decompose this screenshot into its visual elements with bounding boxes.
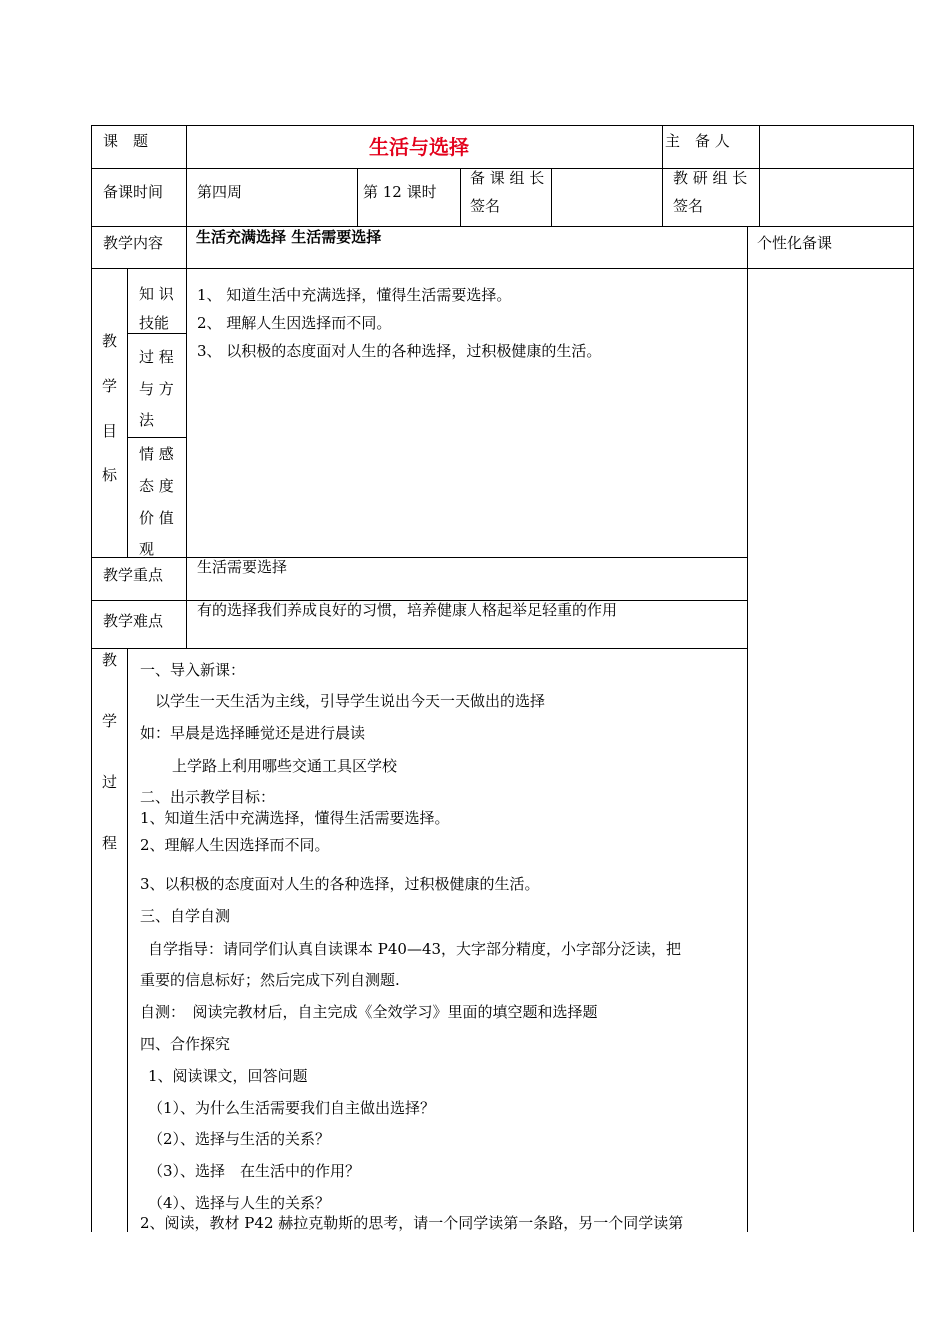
process-line: 如：早晨是选择睡觉还是进行晨读 (140, 724, 366, 742)
process-line: 1、知道生活中充满选择，懂得生活需要选择。 (140, 809, 450, 827)
process-line: 自学指导：请同学们认真自读课本 P40—43，大字部分精度，小字部分泛读，把 (148, 940, 682, 958)
key-point-label: 教学重点 (103, 566, 164, 584)
process-line: 2、理解人生因选择而不同。 (140, 836, 330, 854)
process-line: 三、自学自测 (140, 907, 231, 925)
topic-label: 课 题 (103, 132, 149, 150)
process-line: 四、合作探究 (140, 1035, 231, 1053)
process-line: 重要的信息标好；然后完成下列自测题. (140, 971, 400, 989)
process-line: 上学路上利用哪些交通工具区学校 (172, 757, 398, 775)
process-line: （3）、选择 在生活中的作用？ (148, 1162, 361, 1180)
process-line: 二、出示教学目标： (140, 788, 276, 806)
process-line: （4）、选择与人生的关系？ (148, 1194, 331, 1212)
research-leader-sign-label-2: 签名 (673, 197, 704, 215)
difficulty-value: 有的选择我们养成良好的习惯，培养健康人格起举足轻重的作用 (197, 601, 618, 619)
week-value: 第四周 (197, 183, 243, 201)
prep-time-label: 备课时间 (103, 183, 164, 201)
process-line: 自测： 阅读完教材后，自主完成《全效学习》里面的填空题和选择题 (140, 1003, 598, 1021)
process-line: （1）、为什么生活需要我们自主做出选择？ (148, 1099, 436, 1117)
content-value: 生活充满选择 生活需要选择 (196, 228, 382, 246)
research-leader-sign-cell[interactable] (760, 169, 912, 225)
content-label: 教学内容 (103, 234, 164, 252)
process-line: 1、阅读课文，回答问题 (148, 1067, 308, 1085)
process-line: 2、阅读，教材 P42 赫拉克勒斯的思考，请一个同学读第一条路，另一个同学读第 (140, 1214, 684, 1232)
process-line: 以学生一天生活为主线，引导学生说出今天一天做出的选择 (155, 692, 546, 710)
period-value: 第 12 课时 (363, 183, 437, 201)
preparer-value-cell[interactable] (760, 126, 912, 167)
research-leader-sign-label-1: 教 研 组 长 (673, 169, 748, 187)
difficulty-label: 教学难点 (103, 612, 164, 630)
group-leader-sign-label-1: 备 课 组 长 (470, 169, 545, 187)
objective-item: 1、 知道生活中充满选择，懂得生活需要选择。 (197, 286, 512, 304)
group-leader-sign-label-2: 签名 (470, 197, 501, 215)
process-line: 3、以积极的态度面对人生的各种选择，过积极健康的生活。 (140, 875, 540, 893)
process-line: （2）、选择与生活的关系？ (148, 1130, 331, 1148)
group-leader-sign-cell[interactable] (552, 169, 661, 225)
personal-prep-label: 个性化备课 (757, 234, 833, 252)
key-point-value: 生活需要选择 (197, 558, 288, 576)
objective-item: 2、 理解人生因选择而不同。 (197, 314, 392, 332)
lesson-title: 生活与选择 (369, 135, 469, 159)
preparer-label: 主 备 人 (665, 132, 730, 150)
objective-item: 3、 以积极的态度面对人生的各种选择，过积极健康的生活。 (197, 342, 602, 360)
process-line: 一、导入新课： (140, 661, 246, 679)
